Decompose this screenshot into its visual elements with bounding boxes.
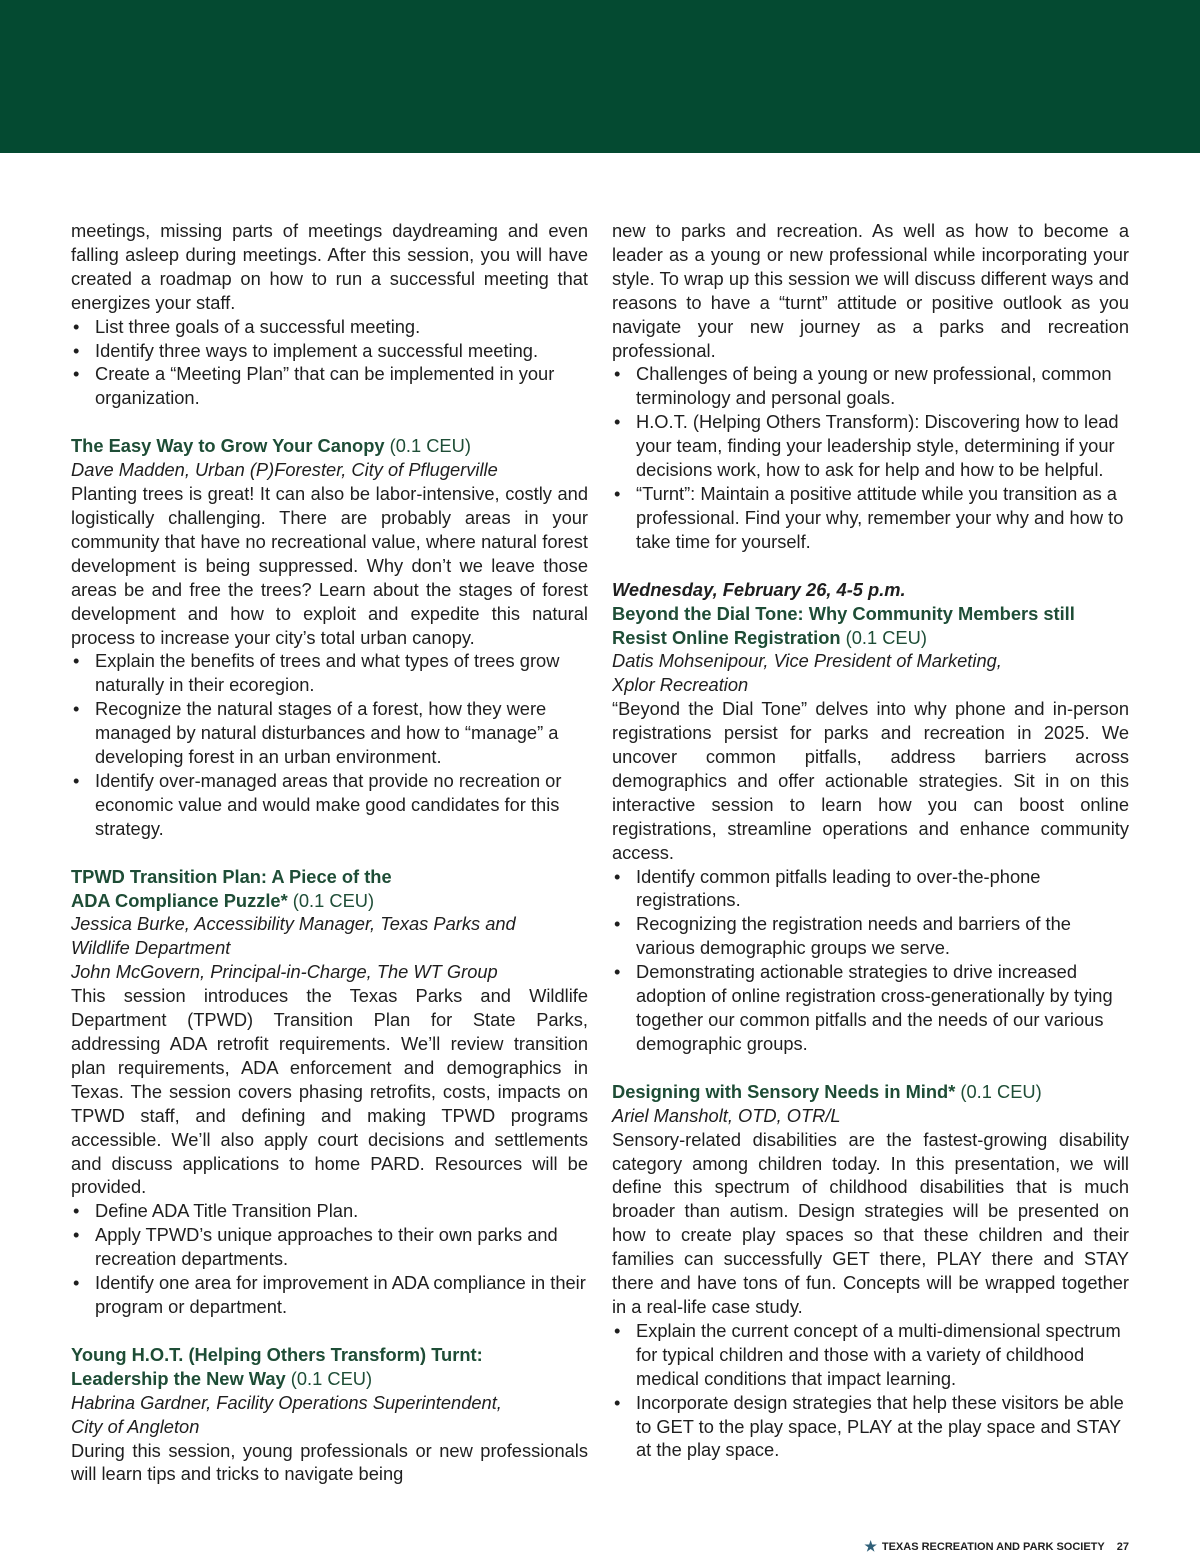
presenter: Wildlife Department [71,937,231,959]
header-band [0,0,1200,153]
session-description-continued: new to parks and recreation. As well as how to become a leader as a young or new professional while incorporating your style. To wrap up this session we will discuss different ways and reasons to have a “turnt” attitude or positive outlook as you navigate your new journey as a parks and recreation professional. [612,220,1129,361]
list-item: • List three goals of a successful meeting. [71,315,588,339]
presenter: Ariel Mansholt, OTD, OTR/L [612,1104,841,1126]
session-title: Beyond the Dial Tone: Why Community Members still [612,602,1075,624]
session-title [612,1080,1129,1104]
session-description: During this session, young professionals or new professionals will learn tips and tricks to navigate being [71,1439,588,1485]
list-item: • Identify one area for improvement in ADA compliance in their program or department. [71,1271,588,1319]
star-icon: ★ [864,1538,877,1554]
session-title-line2 [71,1367,588,1391]
list-item: • H.O.T. (Helping Others Transform): Discovering how to lead your team, finding your leadership style, determining if your decisions work, how to ask for help and how to be helpful. [612,410,1129,482]
footer-org-name: TEXAS RECREATION AND PARK SOCIETY [881,1540,1105,1553]
intro-text: meetings, missing parts of meetings daydreaming and even falling asleep during meetings. After this session, you will have created a roadmap on how to run a successful meeting that energizes your staff. [71,220,588,313]
session-title: TPWD Transition Plan: A Piece of the [71,865,392,887]
schedule-heading: Wednesday, February 26, 4-5 p.m. [612,578,906,600]
session-title-text: ADA Compliance Puzzle* [71,889,288,911]
presenter: City of Angleton [71,1415,200,1437]
list-item: • “Turnt”: Maintain a positive attitude while you transition as a professional. Find your why, remember your why and how to take time for yourself. [612,482,1129,554]
presenter: Dave Madden, Urban (P)Forester, City of Pflugerville [71,459,498,481]
presenter: John McGovern, Principal-in-Charge, The WT Group [71,961,498,983]
presenter: Xplor Recreation [612,674,749,696]
list-item: • Recognizing the registration needs and barriers of the various demographic groups we serve. [612,912,1129,960]
session-title-text: Designing with Sensory Needs in Mind* [612,1080,956,1102]
presenter: Jessica Burke, Accessibility Manager, Texas Parks and [71,913,516,935]
list-item: • Identify three ways to implement a successful meeting. [71,339,588,363]
intro-bullets [71,315,588,411]
page-footer [864,1538,1129,1555]
session-bullets [612,362,1129,553]
presenter: Habrina Gardner, Facility Operations Superintendent, [71,1391,502,1413]
session-description: “Beyond the Dial Tone” delves into why phone and in-person registrations persist for parks and recreation in 2025. We uncover common pitfalls, address barriers across demographics and offer actionable strategies. Sit in on this interactive session to learn how you can boost online registrations, streamline operations and enhance community access. [612,698,1129,863]
ceu-label: (0.1 CEU) [840,626,927,648]
session-title-text: The Easy Way to Grow Your Canopy [71,435,385,457]
session-title-line2 [612,626,1129,650]
list-item: • Apply TPWD’s unique approaches to their own parks and recreation departments. [71,1223,588,1271]
session-bullets [612,865,1129,1056]
left-column [71,219,588,1486]
list-item: • Demonstrating actionable strategies to drive increased adoption of online registration cross-generationally by tying together our common pitfalls and the needs of our various demographic groups. [612,960,1129,1056]
ceu-label: (0.1 CEU) [287,889,375,911]
right-column [612,219,1129,1462]
session-bullets [71,1199,588,1319]
session-description: Sensory-related disabilities are the fastest-growing disability category among children today. In this presentation, we will define this spectrum of childhood disabilities that is much broader than autism. Design strategies will be presented on how to create play spaces so that these children and their families can successfully GET there, PLAY there and STAY there and have tons of fun. Concepts will be wrapped together in a real-life case study. [612,1128,1129,1317]
list-item: • Identify common pitfalls leading to over-the-phone registrations. [612,865,1129,913]
list-item: • Define ADA Title Transition Plan. [71,1199,588,1223]
ceu-label: (0.1 CEU) [285,1367,373,1389]
list-item: • Incorporate design strategies that help these visitors be able to GET to the play space, PLAY at the play space and STAY at the play space. [612,1391,1129,1463]
ceu-label: (0.1 CEU) [955,1080,1042,1102]
list-item: • Explain the benefits of trees and what types of trees grow naturally in their ecoregion. [71,649,588,697]
session-title [71,434,588,458]
session-bullets [612,1319,1129,1462]
session-description: Planting trees is great! It can also be labor-intensive, costly and logistically challenging. There are probably areas in your community that have no recreational value, where natural forest development is being suppressed. Why don’t we leave those areas be and free the trees? Learn about the stages of forest development and how to exploit and expedite this natural process to increase your city’s total urban canopy. [71,483,588,648]
list-item: • Create a “Meeting Plan” that can be implemented in your organization. [71,362,588,410]
session-title-line2 [71,889,588,913]
presenter: Datis Mohsenipour, Vice President of Marketing, [612,650,1002,672]
session-title: Young H.O.T. (Helping Others Transform) Turnt: [71,1343,483,1365]
list-item: • Explain the current concept of a multi-dimensional spectrum for typical children and those with a variety of childhood medical conditions that impact learning. [612,1319,1129,1391]
session-description: This session introduces the Texas Parks and Wildlife Department (TPWD) Transition Plan for State Parks, addressing ADA retrofit requirements. We’ll review transition plan requirements, ADA enforcement and demographics in Texas. The session covers phasing retrofits, costs, impacts on TPWD staff, and defining and making TPWD programs accessible. We’ll also apply court decisions and settlements and discuss applications to home PARD. Resources will be provided. [71,985,588,1198]
session-bullets [71,649,588,840]
page-number: 27 [1116,1540,1129,1553]
list-item: • Challenges of being a young or new professional, common terminology and personal goals. [612,362,1129,410]
session-title-text: Resist Online Registration [612,626,841,648]
list-item: • Recognize the natural stages of a forest, how they were managed by natural disturbances and how to “manage” a developing forest in an urban environment. [71,697,588,769]
session-title-text: Leadership the New Way [71,1367,286,1389]
ceu-label: (0.1 CEU) [384,435,471,457]
list-item: • Identify over-managed areas that provide no recreation or economic value and would make good candidates for this strategy. [71,769,588,841]
